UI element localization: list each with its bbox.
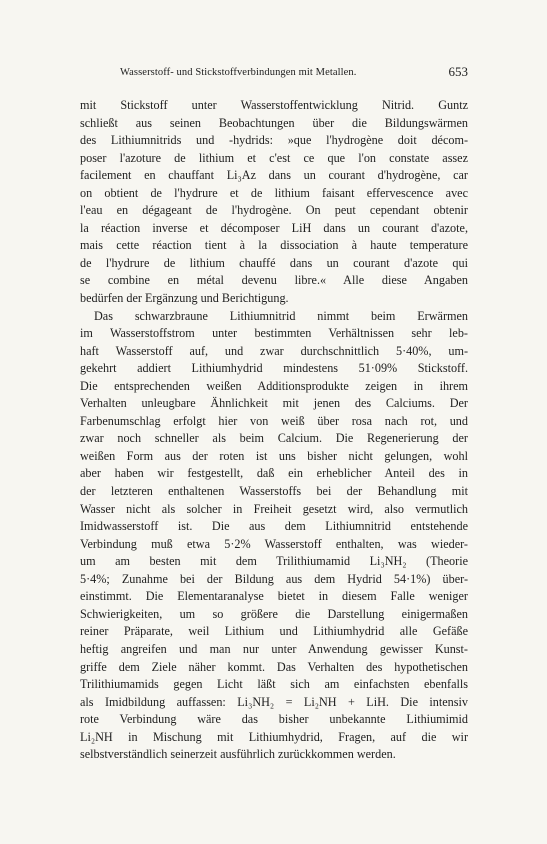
text-line: 5·4%; Zunahme bei der Bildung aus dem Hydrid 54·1%) über-	[80, 571, 468, 586]
text-line: Die entsprechenden weißen Additionsprodukte zeigen in ihrem	[80, 378, 468, 393]
text-line: rote Verbindung wäre das bisher unbekannte Lithiumimid	[80, 712, 468, 727]
text-line: Li₂NH in Mischung mit Lithiumhydrid, Fragen, auf die wir	[80, 729, 468, 744]
text-line: Das schwarzbraune Lithiumnitrid nimmt beim Erwärmen	[94, 308, 468, 323]
text-line: im Wasserstoffstrom unter bestimmten Verhältnissen sehr leb-	[80, 326, 468, 341]
page-number: 653	[448, 64, 468, 79]
text-line: Farbenumschlag erfolgt hier von weiß über rosa nach rot, und	[80, 413, 468, 428]
text-line: Trilithiumamids gegen Licht läßt sich am einfachsten ebenfalls	[80, 677, 468, 692]
text-line: on obtient de l'hydrure et de lithium faisant effervescence avec	[80, 185, 468, 200]
running-head: Wasserstoff- und Stickstoffverbindungen mit Metallen.	[120, 67, 357, 78]
text-line: haft Wasserstoff auf, und zwar durchschnittlich 5·40%, um-	[80, 343, 468, 358]
text-line: Verhalten unleugbare Ähnlichkeit mit jenen des Calciums. Der	[80, 396, 468, 411]
text-line: la réaction inverse et décomposer LiH dans un courant d'azote,	[80, 220, 468, 235]
text-line: um am besten mit dem Trilithiumamid Li₃NH₂ (Theorie	[80, 554, 468, 569]
body-text	[80, 97, 468, 764]
text-line: de l'hydrure de lithium chauffé dans un courant d'azote qui	[80, 255, 468, 270]
text-line: Verbindung muß etwa 5·2% Wasserstoff enthalten, was wieder-	[80, 536, 468, 551]
text-line: se combine en métal devenu libre.« Alle diese Angaben	[80, 273, 468, 288]
text-line: Schwierigkeiten, um so größere die Darstellung einigermaßen	[80, 606, 468, 621]
text-line: poser l'azoture de lithium et c'est ce que l'on constate assez	[80, 150, 468, 165]
text-line: schließt aus seinen Beobachtungen über die Bildungswärmen	[80, 115, 468, 130]
text-line: weißen Form aus der roten ist uns bisher nicht gelungen, wohl	[80, 448, 468, 463]
text-line: mais cette réaction tient à la dissociation à haute temperature	[80, 238, 468, 253]
text-line: des Lithiumnitrids und -hydrids: »que l'hydrogène doit décom-	[80, 133, 468, 148]
text-line: reiner Präparate, weil Lithium und Lithiumhydrid alle Gefäße	[80, 624, 468, 639]
text-line: facilement en chauffant Li₃Az dans un courant d'hydrogène, car	[80, 168, 468, 183]
text-line: Imidwasserstoff ist. Die aus dem Lithiumnitrid entstehende	[80, 519, 468, 534]
text-line: Wasser nicht als solcher in Freiheit gesetzt wird, also vermutlich	[80, 501, 468, 516]
text-line: einstimmt. Die Elementaranalyse bietet in diesem Falle weniger	[80, 589, 468, 604]
text-line: der letzteren enthaltenen Wasserstoffs bei der Behandlung mit	[80, 484, 468, 499]
text-line: als Imidbildung auffassen: Li₃NH₂ = Li₂NH + LiH. Die intensiv	[80, 694, 468, 709]
text-line: mit Stickstoff unter Wasserstoffentwicklung Nitrid. Guntz	[80, 98, 468, 112]
text-line: bedürfen der Ergänzung und Berichtigung.	[80, 291, 289, 306]
text-line: heftig angreifen und man nur unter Anwendung gewisser Kunst-	[80, 641, 468, 656]
text-line: gekehrt addiert Lithiumhydrid mindestens 51·09% Stickstoff.	[80, 361, 468, 376]
text-line: zwar noch schneller als beim Calcium. Die Regenerierung der	[80, 431, 468, 446]
text-line: griffe dem Ziele näher kommt. Das Verhalten des hypothetischen	[80, 659, 468, 674]
text-line: aber haben wir festgestellt, daß ein erheblicher Anteil des in	[80, 466, 468, 481]
text-line: selbstverständlich seinerzeit ausführlich zurückkommen werden.	[80, 747, 396, 762]
page-header	[80, 64, 468, 84]
text-line: l'eau en dégageant de l'hydrogène. On peut cependant obtenir	[80, 203, 468, 218]
